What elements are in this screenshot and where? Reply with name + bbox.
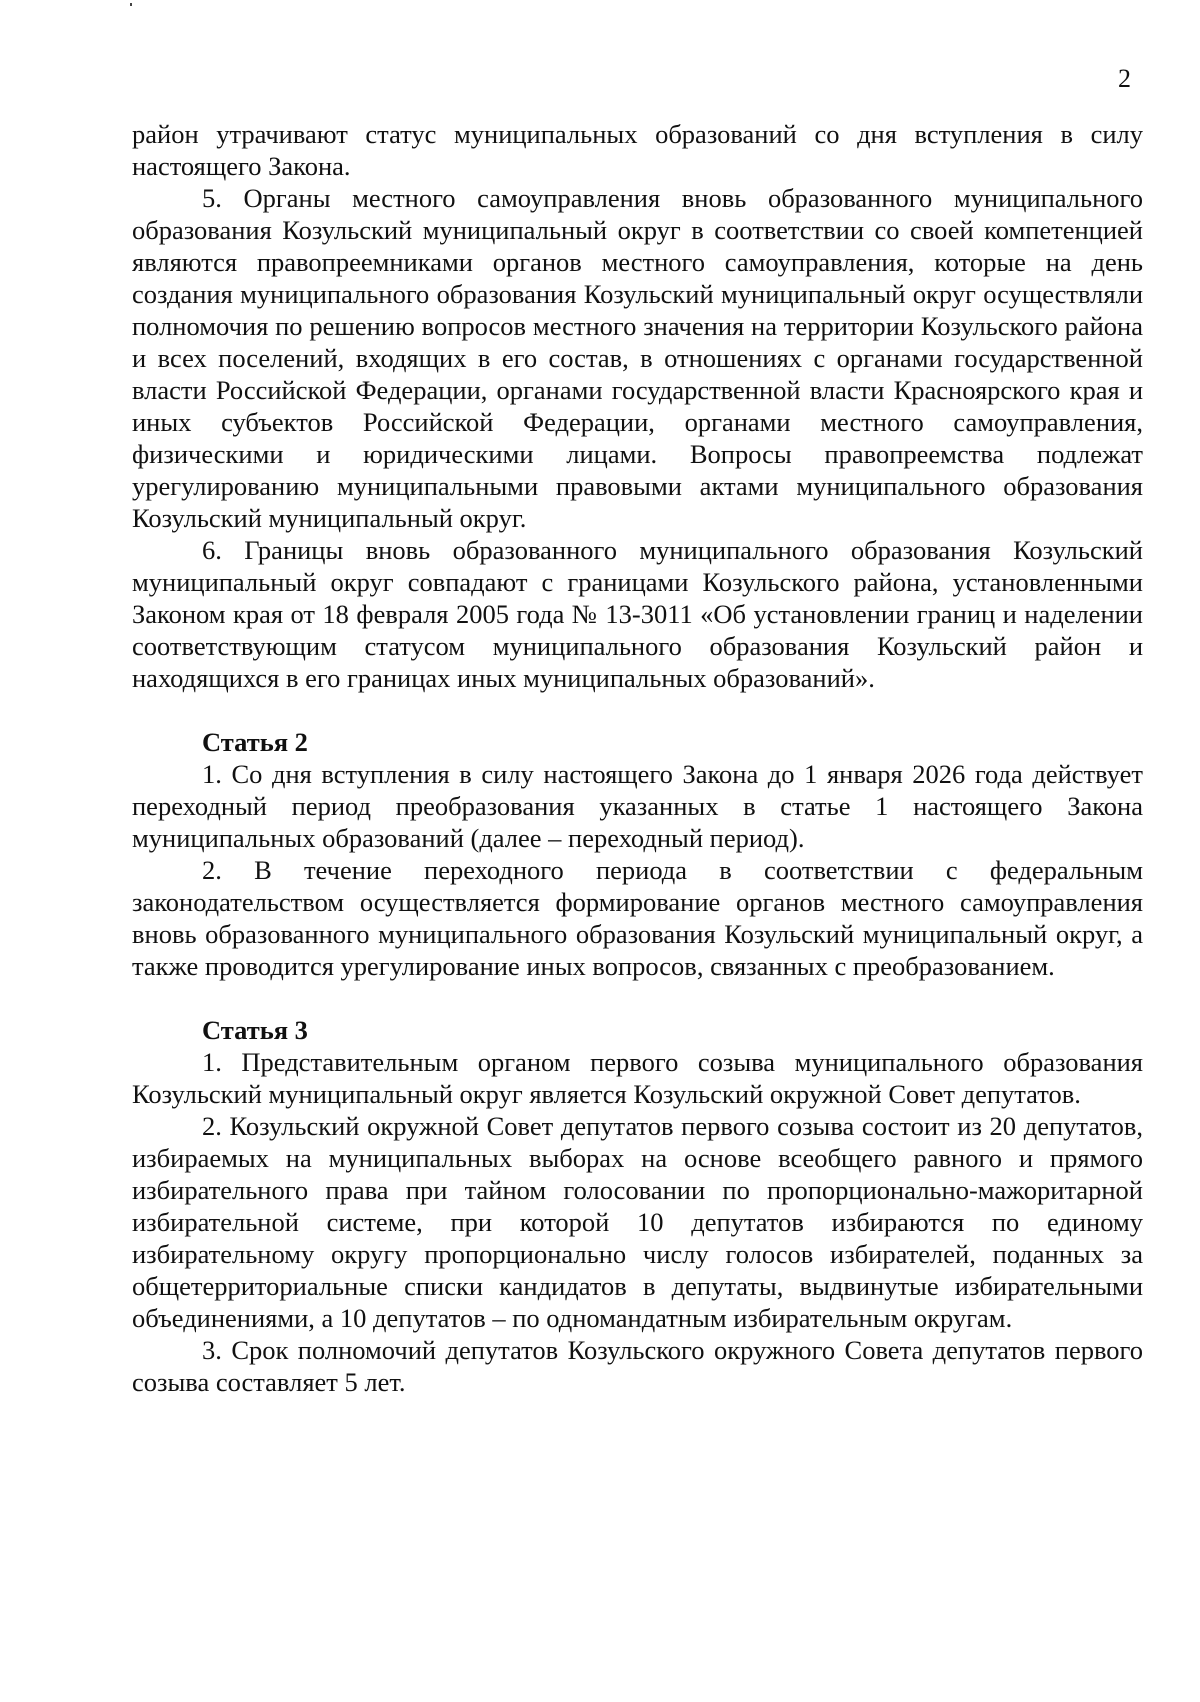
section-gap bbox=[132, 982, 1143, 1014]
page-number: 2 bbox=[1118, 64, 1131, 93]
article-3-item-3: 3. Срок полномочий депутатов Козульского окружного Совета депутатов первого созыва составляет 5 лет. bbox=[132, 1335, 1143, 1397]
article-2-item-1: 1. Со дня вступления в силу настоящего Закона до 1 января 2026 года действует переходный период преобразования указанных в статье 1 настоящего Закона муниципальных образований (далее – переходный период). bbox=[132, 759, 1143, 853]
paragraph-item-5: 5. Органы местного самоуправления вновь образованного муниципального образования Козульский муниципальный округ в соответствии со своей компетенцией являются правопреемниками органов местного самоуправления, которые на день создания муниципального образования Козульский муниципальный округ осуществляли полномочия по решению вопросов местного значения на территории Козульского района и всех поселений, входящих в его состав, в отношениях с органами государственной власти Российской Федерации, органами государственной власти Красноярского края и иных субъектов Российской Федерации, органами местного самоуправления, физическими и юридическими лицами. Вопросы правопреемства подлежат урегулированию муниципальными правовыми актами муниципального образования Козульский муниципальный округ. bbox=[132, 183, 1143, 533]
article-3-item-2: 2. Козульский окружной Совет депутатов первого созыва состоит из 20 депутатов, избираемых на муниципальных выборах на основе всеобщего равного и прямого избирательного права при тайном голосовании по пропорционально-мажоритарной избирательной системе, при которой 10 депутатов избираются по единому избирательному округу пропорционально числу голосов избирателей, поданных за общетерриториальные списки кандидатов в депутаты, выдвинутые избирательными объединениями, а 10 депутатов – по одномандатным избирательным округам. bbox=[132, 1111, 1143, 1333]
article-2-heading: Статья 2 bbox=[202, 727, 308, 757]
article-3-heading: Статья 3 bbox=[202, 1015, 308, 1045]
paragraph-item-6: 6. Границы вновь образованного муниципального образования Козульский муниципальный округ совпадают с границами Козульского района, установленными Законом края от 18 февраля 2005 года № 13-3011 «Об установлении границ и наделении соответствующим статусом муниципального образования Козульский район и находящихся в его границах иных муниципальных образований». bbox=[132, 535, 1143, 693]
scan-artifact bbox=[130, 3, 132, 6]
article-2-item-2: 2. В течение переходного периода в соответствии с федеральным законодательством осуществляется формирование органов местного самоуправления вновь образованного муниципального образования Козульский муниципальный округ, а также проводится урегулирование иных вопросов, связанных с преобразованием. bbox=[132, 855, 1143, 981]
paragraph-continuation: район утрачивают статус муниципальных образований со дня вступления в силу настоящего Закона. bbox=[132, 119, 1143, 181]
section-gap bbox=[132, 694, 1143, 726]
article-3-item-1: 1. Представительным органом первого созыва муниципального образования Козульский муниципальный округ является Козульский окружной Совет депутатов. bbox=[132, 1047, 1143, 1109]
document-body bbox=[132, 118, 1143, 1398]
